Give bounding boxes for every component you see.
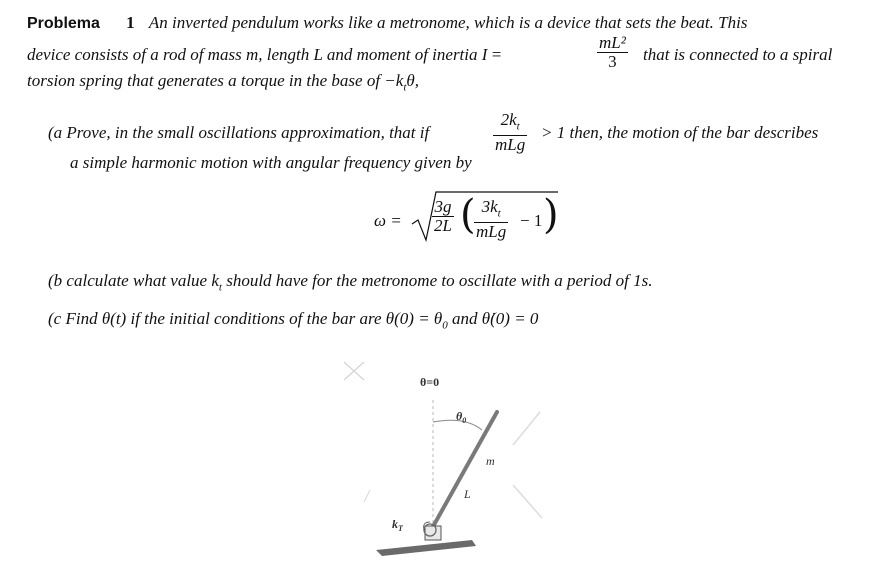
label-m: m [486, 454, 495, 468]
part-b-label: (b [48, 271, 63, 290]
intro-text-3: torsion spring that generates a torque in the base of −k [27, 71, 404, 90]
label-L: L [464, 487, 471, 501]
part-c-sub: 0 [442, 319, 448, 332]
part-b-sub: t [218, 281, 222, 294]
inertia-numerator: mL² [599, 33, 626, 52]
intro-text-2b: , length [258, 45, 310, 64]
formula-fraction-2 [474, 198, 508, 241]
inertia-denominator: 3 [597, 52, 628, 71]
problem-heading: Problema [27, 15, 100, 32]
part-b-text-end: should have for the metronome to oscillate with a period of 1 [226, 271, 642, 290]
intro-var-I: I [481, 45, 488, 64]
inertia-fraction [597, 34, 628, 71]
intro-text-2a: device consists of a rod of mass [27, 45, 242, 64]
formula-f1-numerator: 3g [434, 197, 452, 216]
intro-text-2d: that is connected to a spiral [643, 45, 833, 64]
problem-intro-line1 [27, 13, 747, 34]
problem-intro-line3 [27, 71, 419, 97]
condition-fraction [493, 111, 527, 154]
paren-left: ( [460, 192, 476, 238]
ground [376, 540, 476, 556]
part-a-text3: a simple harmonic motion with angular frequency given by [70, 153, 472, 172]
problem-intro-line2: device consists of a rod of mass m, length L and moment of inertia I = [27, 45, 502, 64]
intro-var-m: m [245, 45, 259, 64]
part-a-line1 [48, 123, 429, 143]
intro-text-3-end: θ, [406, 71, 419, 90]
intro-text-1: An inverted pendulum works like a metronome, which is a device that sets the beat. This [148, 13, 748, 32]
formula-f2-numerator-sub: t [497, 207, 501, 220]
formula-minus-one: − 1 [520, 211, 543, 230]
formula-f1-denominator: 2L [434, 216, 452, 235]
part-c-line [48, 309, 538, 335]
intro-text-2c: and moment of inertia [326, 45, 478, 64]
pendulum-rod [430, 412, 497, 532]
part-a-text2: > 1 then, the motion of the bar describes [541, 123, 819, 142]
formula-fraction-1 [432, 198, 454, 235]
label-k: $k_T$ [392, 517, 403, 533]
condition-numerator-sub: t [516, 120, 520, 133]
problem-number: 1 [126, 13, 135, 32]
condition-numerator: 2k [500, 110, 517, 129]
label-theta-zero: θ=0 [420, 375, 440, 389]
formula-f2-numerator: 3k [481, 197, 498, 216]
part-b-unit: s. [641, 271, 653, 290]
pendulum-figure [330, 350, 560, 560]
intro-sub-t: t [403, 81, 407, 94]
part-b-line [48, 271, 652, 297]
part-c-text-mid: and θ̇(0) = 0 [452, 309, 539, 328]
paren-right: ) [543, 192, 559, 238]
condition-denominator: mLg [495, 135, 526, 155]
omega-label: ω = [374, 211, 402, 230]
part-a-label: (a [48, 123, 63, 142]
pivot-block [425, 526, 441, 540]
intro-var-L: L [313, 45, 323, 64]
part-b-text: calculate what value k [66, 271, 219, 290]
label-theta0: $\theta_0$ [456, 409, 467, 425]
part-c-text: Find θ(t) if the initial conditions of the bar are θ(0) = θ [65, 309, 443, 328]
part-a-text1: Prove, in the small oscillations approximation, that if [66, 123, 430, 142]
part-c-label: (c [48, 309, 62, 328]
formula-f2-denominator: mLg [476, 222, 507, 242]
